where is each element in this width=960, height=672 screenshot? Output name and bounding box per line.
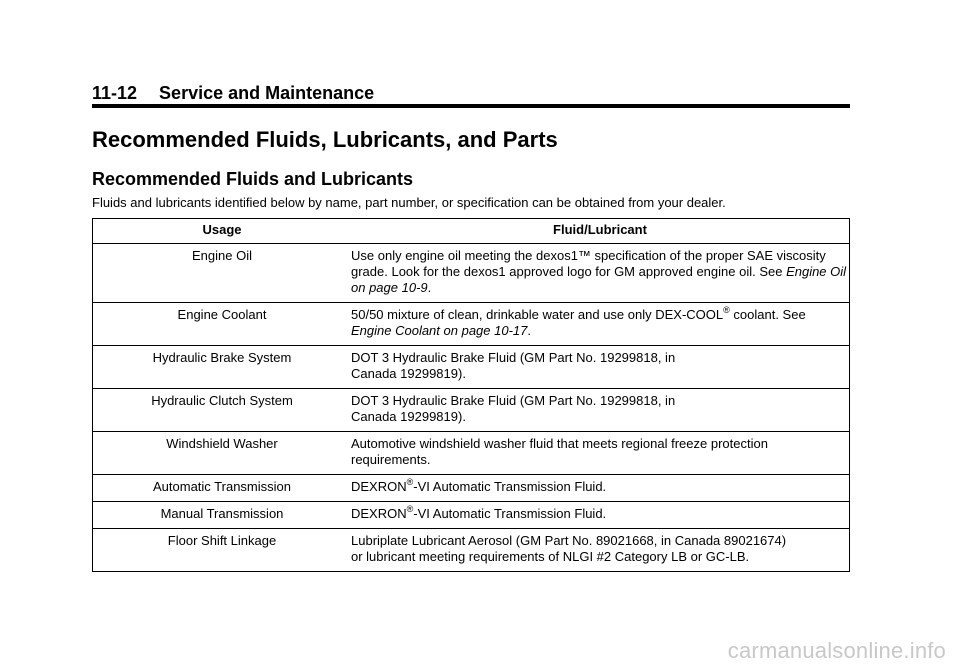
page-number: 11-12 bbox=[92, 83, 138, 103]
registered-mark: ® bbox=[723, 304, 730, 315]
table-header-row bbox=[93, 219, 850, 244]
intro-text: Fluids and lubricants identified below by name, part number, or specification can be obtained from your dealer. bbox=[92, 195, 726, 210]
page-reference-link[interactable]: Engine Coolant on page 10-17 bbox=[351, 323, 528, 338]
table-row bbox=[93, 502, 850, 529]
fluid-line: Automotive windshield washer fluid that meets regional freeze protection bbox=[351, 436, 768, 451]
header-rule bbox=[92, 104, 850, 108]
page-reference-link[interactable]: Engine Oil on page 10-9 bbox=[351, 264, 847, 295]
section-title: Service and Maintenance bbox=[159, 83, 375, 103]
fluid-cell bbox=[351, 303, 850, 346]
fluid-text-end: -VI Automatic Transmission Fluid. bbox=[413, 479, 607, 494]
fluid-line: DOT 3 Hydraulic Brake Fluid (GM Part No. 19299818, in bbox=[351, 350, 676, 365]
table-row bbox=[93, 244, 850, 303]
fluid-line: or lubricant meeting requirements of NLGI #2 Category LB or GC-LB. bbox=[351, 549, 750, 564]
usage-cell: Floor Shift Linkage bbox=[93, 529, 352, 572]
usage-header: Usage bbox=[93, 219, 352, 244]
fluid-text: 50/50 mixture of clean, drinkable water and use only DEX-COOL bbox=[351, 307, 724, 322]
table-row bbox=[93, 432, 850, 475]
fluid-text-mid: coolant. See bbox=[729, 307, 806, 322]
fluid-cell bbox=[351, 432, 850, 475]
fluid-cell bbox=[351, 346, 850, 389]
fluid-line: Canada 19299819). bbox=[351, 409, 466, 424]
fluid-cell bbox=[351, 389, 850, 432]
usage-cell: Hydraulic Brake System bbox=[93, 346, 352, 389]
usage-cell: Manual Transmission bbox=[93, 502, 352, 529]
fluid-cell bbox=[351, 502, 850, 529]
fluids-table bbox=[92, 218, 850, 572]
page-title: Recommended Fluids, Lubricants, and Parts bbox=[92, 127, 558, 152]
table-row bbox=[93, 475, 850, 502]
fluid-text-end: -VI Automatic Transmission Fluid. bbox=[413, 506, 607, 521]
fluid-line: Lubriplate Lubricant Aerosol (GM Part No. 89021668, in Canada 89021674) bbox=[351, 533, 787, 548]
fluid-header: Fluid/Lubricant bbox=[351, 219, 850, 244]
table-row bbox=[93, 303, 850, 346]
registered-mark: ® bbox=[406, 476, 414, 487]
usage-cell: Engine Oil bbox=[93, 244, 352, 303]
usage-cell: Engine Coolant bbox=[93, 303, 352, 346]
fluid-text: DEXRON bbox=[351, 506, 407, 521]
fluid-text-end: . bbox=[527, 323, 531, 338]
fluid-text: DEXRON bbox=[351, 479, 407, 494]
fluid-text-end: . bbox=[427, 280, 432, 295]
usage-cell: Windshield Washer bbox=[93, 432, 352, 475]
registered-mark: ® bbox=[406, 503, 414, 514]
fluid-line: DOT 3 Hydraulic Brake Fluid (GM Part No. 19299818, in bbox=[351, 393, 676, 408]
watermark: carmanualsonline.info bbox=[727, 638, 946, 663]
table-row bbox=[93, 529, 850, 572]
table-row bbox=[93, 346, 850, 389]
usage-cell: Automatic Transmission bbox=[93, 475, 352, 502]
fluid-cell bbox=[351, 244, 850, 303]
running-head bbox=[92, 84, 850, 102]
fluid-line: Canada 19299819). bbox=[351, 366, 466, 381]
section-subtitle: Recommended Fluids and Lubricants bbox=[92, 169, 414, 189]
fluid-cell bbox=[351, 529, 850, 572]
table-row bbox=[93, 389, 850, 432]
fluid-text: Use only engine oil meeting the dexos1™ specification of the proper SAE viscosity grade. Look for the dexos1 approved logo for GM approved engine oil. See bbox=[351, 248, 826, 279]
fluid-cell bbox=[351, 475, 850, 502]
fluid-line: requirements. bbox=[351, 452, 431, 467]
usage-cell: Hydraulic Clutch System bbox=[93, 389, 352, 432]
